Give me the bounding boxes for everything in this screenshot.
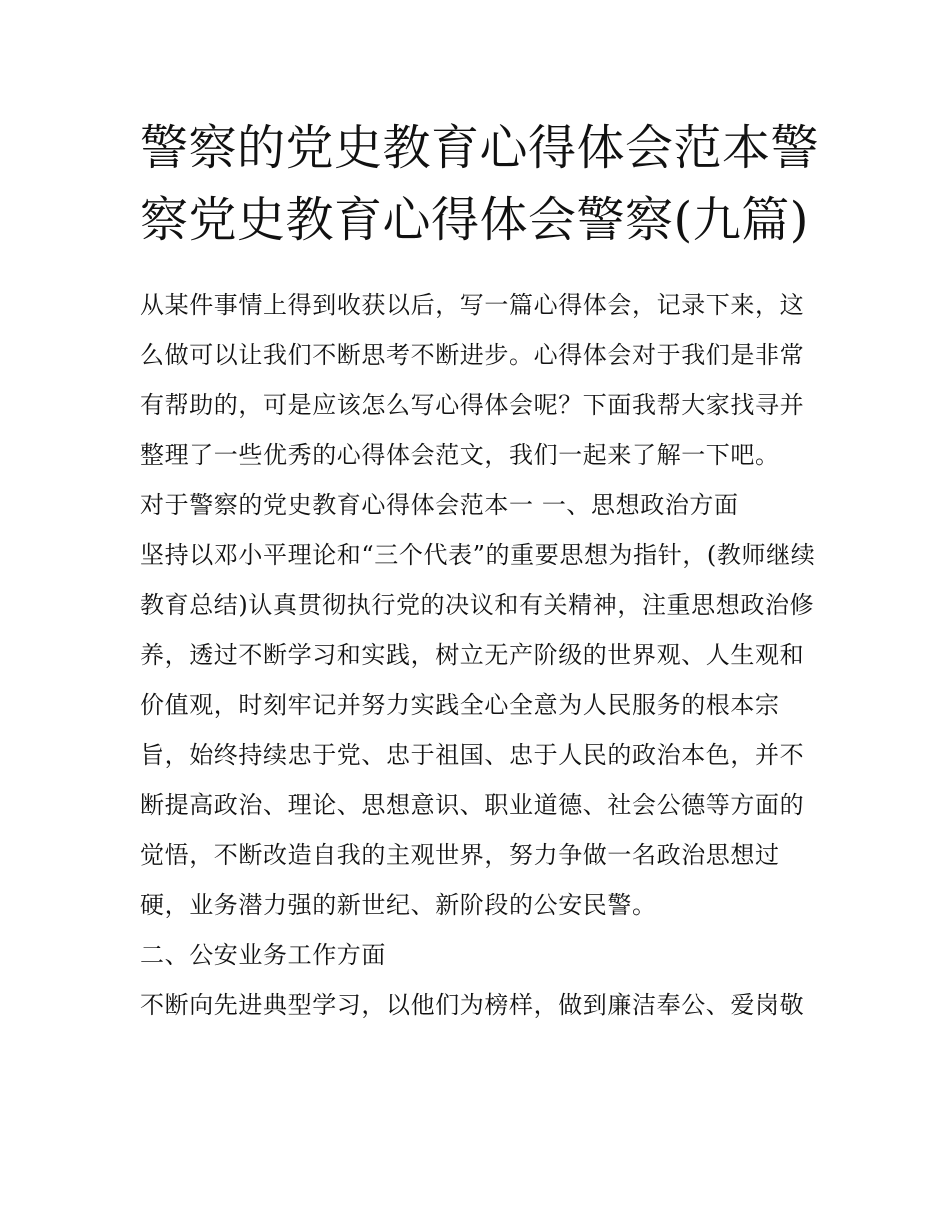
document-title: 警察的党史教育心得体会范本警察党史教育心得体会警察(九篇) [140, 120, 820, 248]
section-two-paragraph: 不断向先进典型学习，以他们为榜样，做到廉洁奉公、爱岗敬 [140, 991, 805, 1019]
intro-paragraph: 从某件事情上得到收获以后，写一篇心得体会，记录下来，这么做可以让我们不断思考不断进步。心得体会对于我们是非常有帮助的，可是应该怎么写心得体会呢？下面我帮大家找寻并整理了一些优秀的心得体会范文，我们一起来了解一下吧。 [140, 291, 805, 469]
section-two-heading: 二、公安业务工作方面 [140, 941, 386, 969]
section-one-heading: 对于警察的党史教育心得体会范本一 一、思想政治方面 [140, 491, 739, 519]
document-body [140, 280, 820, 1030]
document-content [140, 112, 820, 1030]
section-one-paragraph: 坚持以邓小平理论和“三个代表”的重要思想为指针，(教师继续教育总结)认真贯彻执行党的决议和有关精神，注重思想政治修养，透过不断学习和实践，树立无产阶级的世界观、人生观和价值观，时刻牢记并努力实践全心全意为人民服务的根本宗旨，始终持续忠于党、忠于祖国、忠于人民的政治本色，并不断提高政治、理论、思想意识、职业道德、社会公德等方面的觉悟，不断改造自我的主观世界，努力争做一名政治思想过硬，业务潜力强的新世纪、新阶段的公安民警。 [140, 541, 816, 919]
